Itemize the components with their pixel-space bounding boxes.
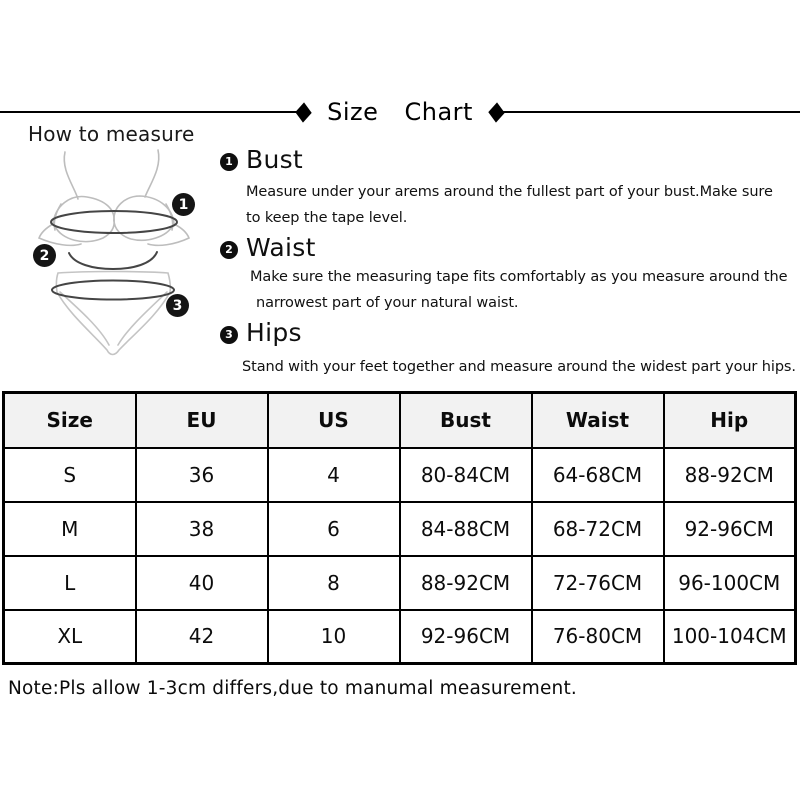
waist-number-badge: 2 xyxy=(220,241,238,259)
how-to-measure-label: How to measure xyxy=(28,122,195,146)
hips-heading-label: Hips xyxy=(246,318,302,347)
hips-number-badge: 3 xyxy=(220,326,238,344)
size-table-header-row xyxy=(4,393,796,448)
table-row-m xyxy=(4,502,796,556)
cell-waist: 68-72CM xyxy=(532,502,664,556)
cell-bust: 88-92CM xyxy=(400,556,532,610)
bust-description-line: to keep the tape level. xyxy=(246,210,408,226)
bust-heading-label: Bust xyxy=(246,145,304,174)
diamond-icon xyxy=(295,102,311,122)
cell-us: 6 xyxy=(268,502,400,556)
cell-size: M xyxy=(4,502,136,556)
bikini-bottom-icon xyxy=(56,272,170,355)
cell-size: XL xyxy=(4,610,136,664)
waist-description-line: narrowest part of your natural waist. xyxy=(256,295,519,311)
column-header-hip: Hip xyxy=(664,393,796,448)
waist-tape-line xyxy=(69,252,157,269)
hips-description-line: Stand with your feet together and measure around the widest part your hips. xyxy=(242,359,796,375)
bust-description-line: Measure under your arems around the fullest part of your bust.Make sure xyxy=(246,184,773,200)
title-rule-left xyxy=(0,111,297,113)
cell-hip: 96-100CM xyxy=(664,556,796,610)
section-hips xyxy=(220,318,798,380)
section-waist-heading xyxy=(220,233,798,262)
waist-description-line: Make sure the measuring tape fits comfortably as you measure around the xyxy=(250,269,788,285)
cell-hip: 100-104CM xyxy=(664,610,796,664)
bust-marker-badge: 1 xyxy=(172,193,195,216)
cell-eu: 38 xyxy=(136,502,268,556)
bikini-top-icon xyxy=(39,150,189,245)
hips-description xyxy=(220,354,798,380)
diamond-icon xyxy=(488,102,504,122)
section-bust-heading xyxy=(220,145,798,174)
table-row-l xyxy=(4,556,796,610)
cell-eu: 42 xyxy=(136,610,268,664)
cell-waist: 72-76CM xyxy=(532,556,664,610)
cell-bust: 92-96CM xyxy=(400,610,532,664)
size-table xyxy=(2,391,797,665)
section-hips-heading xyxy=(220,318,798,347)
table-row-xl xyxy=(4,610,796,664)
hips-marker-badge: 3 xyxy=(166,294,189,317)
column-header-eu: EU xyxy=(136,393,268,448)
bust-number-badge: 1 xyxy=(220,153,238,171)
waist-marker-badge: 2 xyxy=(33,244,56,267)
cell-size: L xyxy=(4,556,136,610)
cell-us: 8 xyxy=(268,556,400,610)
cell-waist: 76-80CM xyxy=(532,610,664,664)
cell-waist: 64-68CM xyxy=(532,448,664,502)
column-header-size: Size xyxy=(4,393,136,448)
column-header-us: US xyxy=(268,393,400,448)
cell-eu: 40 xyxy=(136,556,268,610)
title-rule-right xyxy=(503,111,800,113)
cell-hip: 92-96CM xyxy=(664,502,796,556)
cell-bust: 80-84CM xyxy=(400,448,532,502)
hip-tape-line xyxy=(52,281,174,300)
section-bust xyxy=(220,145,798,231)
column-header-bust: Bust xyxy=(400,393,532,448)
waist-description xyxy=(220,264,798,316)
cell-size: S xyxy=(4,448,136,502)
section-waist xyxy=(220,233,798,316)
cell-us: 4 xyxy=(268,448,400,502)
column-header-waist: Waist xyxy=(532,393,664,448)
cell-eu: 36 xyxy=(136,448,268,502)
page-title: Size Chart xyxy=(327,98,473,126)
bust-description xyxy=(220,179,798,231)
cell-us: 10 xyxy=(268,610,400,664)
cell-bust: 84-88CM xyxy=(400,502,532,556)
table-row-s xyxy=(4,448,796,502)
measurement-note: Note:Pls allow 1-3cm differs,due to manumal measurement. xyxy=(8,678,578,699)
cell-hip: 88-92CM xyxy=(664,448,796,502)
waist-heading-label: Waist xyxy=(246,233,316,262)
